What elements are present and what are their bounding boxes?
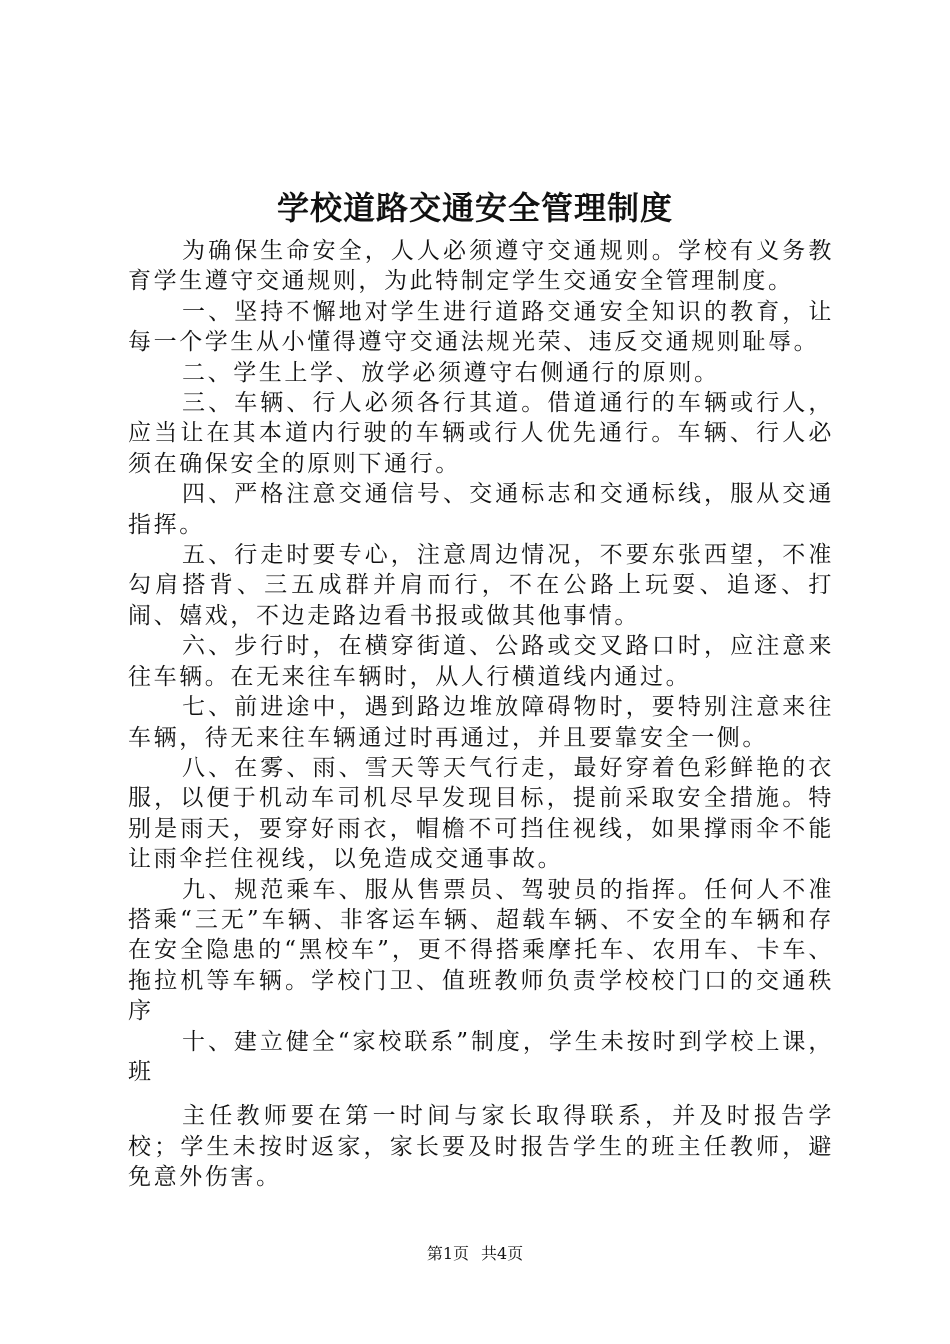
page-number: 第1页 (426, 1244, 469, 1263)
page-total: 共4页 (481, 1244, 524, 1263)
paragraph-rule-10-continued: 主任教师要在第一时间与家长取得联系，并及时报告学校；学生未按时返家，家长要及时报告学生的班主任教师，避免意外伤害。 (128, 1103, 834, 1191)
paragraph-rule-2: 二、学生上学、放学必须遵守右侧通行的原则。 (182, 359, 720, 386)
paragraph-rule-3: 三、车辆、行人必须各行其道。借道通行的车辆或行人，应当让在其本道内行驶的车辆或行人优先通行。车辆、行人必须在确保安全的原则下通行。 (128, 390, 834, 477)
page-footer (0, 1244, 950, 1264)
paragraph-rule-1: 一、坚持不懈地对学生进行道路交通安全知识的教育，让每一个学生从小懂得遵守交通法规光荣、违反交通规则耻辱。 (128, 298, 834, 356)
paragraph-rule-9: 九、规范乘车、服从售票员、驾驶员的指挥。任何人不准搭乘“三无”车辆、非客运车辆、超载车辆、不安全的车辆和存在安全隐患的“黑校车”，更不得搭乘摩托车、农用车、卡车、拖拉机等车辆。学校门卫、值班教师负责学校校门口的交通秩序 (128, 876, 834, 1025)
paragraph-rule-8: 八、在雾、雨、雪天等天气行走，最好穿着色彩鲜艳的衣服，以便于机动车司机尽早发现目标，提前采取安全措施。特别是雨天，要穿好雨衣，帽檐不可挡住视线，如果撑雨伞不能让雨伞拦住视线，以免造成交通事故。 (128, 754, 834, 873)
paragraph-intro: 为确保生命安全，人人必须遵守交通规则。学校有义务教育学生遵守交通规则，为此特制定学生交通安全管理制度。 (128, 238, 834, 295)
document-body (128, 236, 834, 1193)
paragraph-rule-4: 四、严格注意交通信号、交通标志和交通标线，服从交通指挥。 (128, 481, 834, 538)
document-title: 学校道路交通安全管理制度 (276, 189, 673, 227)
paragraph-rule-6: 六、步行时，在横穿街道、公路或交叉路口时，应注意来往车辆。在无来往车辆时，从人行横道线内通过。 (128, 633, 834, 690)
paragraph-rule-7: 七、前进途中，遇到路边堆放障碍物时，要特别注意来往车辆，待无来往车辆通过时再通过，并且要靠安全一侧。 (128, 694, 834, 751)
paragraph-rule-10: 十、建立健全“家校联系”制度，学生未按时到学校上课，班 (128, 1028, 834, 1085)
paragraph-rule-5: 五、行走时要专心，注意周边情况，不要东张西望，不准勾肩搭背、三五成群并肩而行，不在公路上玩耍、追逐、打闹、嬉戏，不边走路边看书报或做其他事情。 (128, 542, 834, 629)
